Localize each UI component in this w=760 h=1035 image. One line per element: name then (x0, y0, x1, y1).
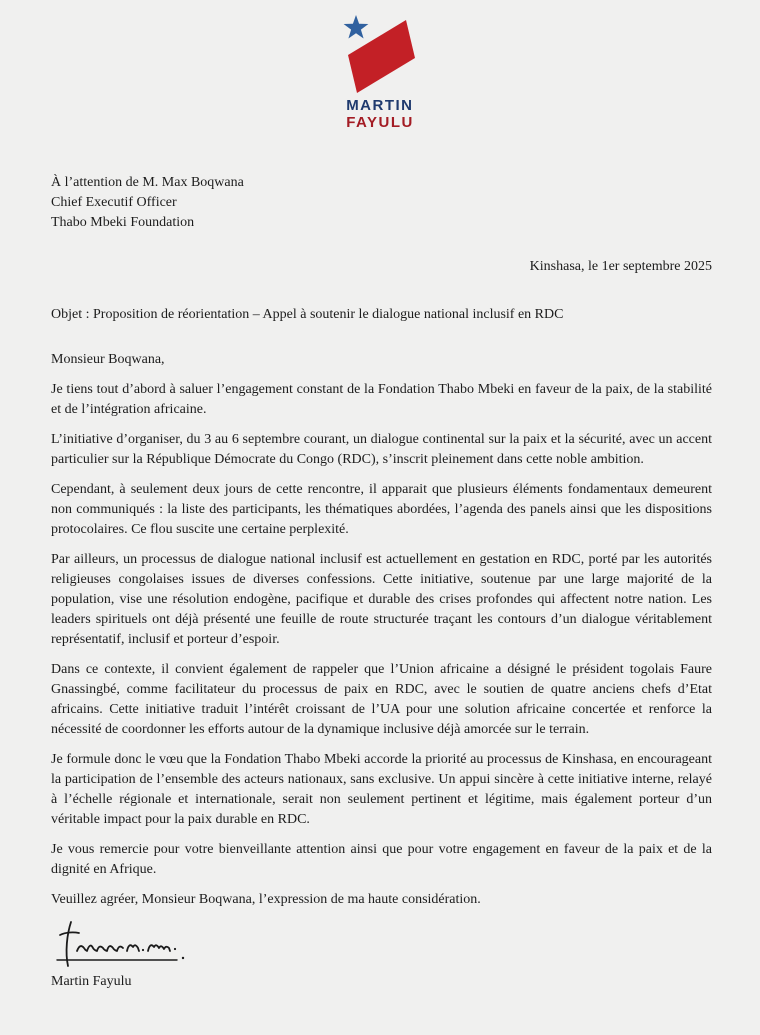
fayulu-logo (343, 14, 417, 94)
salutation: Monsieur Boqwana, (51, 352, 165, 367)
handwritten-signature-icon (51, 920, 231, 968)
letterhead (0, 0, 760, 131)
body-paragraph: Veuillez agréer, Monsieur Boqwana, l’expression de ma haute considération. (51, 892, 481, 907)
body-paragraph: Par ailleurs, un processus de dialogue national inclusif est actuellement en gestation en RDC, porté par les autorités religieuses congolaises issues de diverses confessions. Cette initiative, soutenue par une large majorité de la population, vise une résolution endogène, pacifique et durable des crises profondes qui affectent notre nation. Les leaders spirituels ont déjà présenté une feuille de route structurée traçant les contours d’un dialogue véritablement représentatif, inclusif et porteur d’espoir. (51, 552, 712, 647)
signer-name: Martin Fayulu (51, 974, 132, 989)
recipient-line: À l’attention de M. Max Boqwana (51, 175, 244, 190)
recipient-line: Chief Executif Officer (51, 195, 177, 210)
body-paragraph: Je vous remercie pour votre bienveillante attention ainsi que pour votre engagement en faveur de la paix et de la dignité en Afrique. (51, 842, 712, 877)
body-paragraph: Dans ce contexte, il convient également de rappeler que l’Union africaine a désigné le président togolais Faure Gnassingbé, comme facilitateur du processus de paix en RDC, avec le soutien de quatre anciens chefs d’Etat africains. Cette initiative traduit l’intérêt croissant de l’UA pour une solution africaine concertée et renforce la nécessité de coordonner les efforts autour de la dynamique inclusive déjà amorcée sur le terrain. (51, 662, 712, 737)
body-paragraph: Cependant, à seulement deux jours de cette rencontre, il apparait que plusieurs éléments fondamentaux demeurent non communiqués : la liste des participants, les thématiques abordées, l’agenda des panels ainsi que les dispositions protocolaires. Ce flou suscite une certaine perplexité. (51, 482, 712, 537)
star-icon (344, 15, 369, 39)
recipient-block (51, 173, 712, 233)
logo-wordmark (346, 97, 414, 131)
recipient-line: Thabo Mbeki Foundation (51, 215, 195, 230)
body-paragraph: L’initiative d’organiser, du 3 au 6 septembre courant, un dialogue continental sur la paix et la sécurité, avec un accent particulier sur la République Démocrate du Congo (RDC), s’inscrit pleinement dans cette noble ambition. (51, 432, 712, 467)
logo-first-name: MARTIN (346, 97, 414, 114)
letter-body (0, 173, 760, 992)
date-line: Kinshasa, le 1er septembre 2025 (529, 259, 712, 274)
signature-block (51, 920, 712, 992)
body-paragraph: Je tiens tout d’abord à saluer l’engagement constant de la Fondation Thabo Mbeki en faveur de la paix, de la stabilité et de l’intégration africaine. (51, 382, 712, 417)
body-paragraph: Je formule donc le vœu que la Fondation Thabo Mbeki accorde la priorité au processus de Kinshasa, en encourageant la participation de l’ensemble des acteurs nationaux, sans exclusive. Un appui sincère à cette initiative interne, relayé à l’échelle régionale et internationale, serait non seulement pertinent et légitime, mais également porteur d’un véritable impact pour la paix durable en RDC. (51, 752, 712, 827)
subject-line: Objet : Proposition de réorientation – Appel à soutenir le dialogue national inclusif en RDC (51, 307, 564, 322)
logo-last-name: FAYULU (346, 114, 414, 131)
